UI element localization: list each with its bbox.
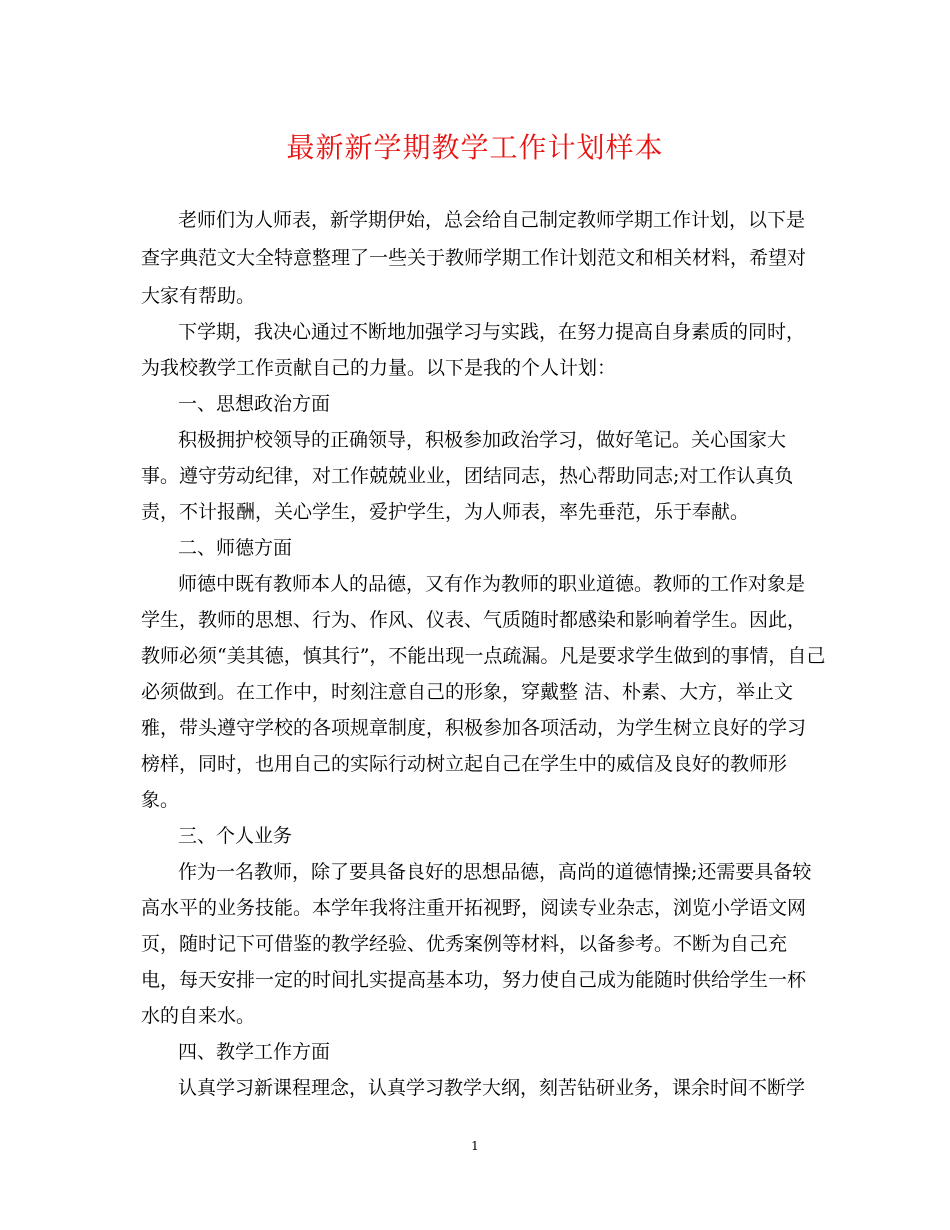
paragraph-line: 作为一名教师，除了要具备良好的思想品德，高尚的道德情操;还需要具备较	[178, 861, 812, 883]
paragraph-line: 大家有帮助。	[141, 285, 256, 307]
paragraph-line: 高水平的业务技能。本学年我将注重开拓视野，阅读专业杂志，浏览小学语文网	[141, 897, 807, 919]
paragraph-line: 教师必须“美其德，慎其行”，不能出现一点疏漏。凡是要求学生做到的事情，自己	[141, 645, 826, 667]
paragraph-line: 雅，带头遵守学校的各项规章制度，积极参加各项活动，为学生树立良好的学习	[141, 717, 807, 739]
paragraph-line: 水的自来水。	[141, 1005, 256, 1027]
paragraph-line: 认真学习新课程理念，认真学习教学大纲，刻苦钻研业务，课余时间不断学	[178, 1077, 806, 1099]
paragraph-line: 页，随时记下可借鉴的教学经验、优秀案例等材料，以备参考。不断为自己充	[141, 933, 788, 955]
paragraph-line: 老师们为人师表，新学期伊始，总会给自己制定教师学期工作计划，以下是	[178, 209, 806, 231]
paragraph-line: 下学期，我决心通过不断地加强学习与实践，在努力提高自身素质的同时，	[178, 321, 806, 343]
paragraph-line: 学生，教师的思想、行为、作风、仪表、气质随时都感染和影响着学生。因此，	[141, 609, 807, 631]
paragraph-line: 榜样，同时，也用自己的实际行动树立起自己在学生中的威信及良好的教师形	[141, 753, 788, 775]
section-heading: 三、个人业务	[178, 825, 293, 847]
paragraph-line: 积极拥护校领导的正确领导，积极参加政治学习，做好笔记。关心国家大	[178, 429, 787, 451]
paragraph-line: 为我校教学工作贡献自己的力量。以下是我的个人计划：	[141, 357, 617, 379]
page-number: 1	[471, 1139, 479, 1153]
document-title: 最新新学期教学工作计划样本	[286, 131, 664, 164]
paragraph-line: 电，每天安排一定的时间扎实提高基本功，努力使自己成为能随时供给学生一杯	[141, 969, 807, 991]
paragraph-line: 象。	[141, 789, 180, 811]
paragraph-line: 必须做到。在工作中，时刻注意自己的形象，穿戴整 洁、朴素、大方，举止文	[141, 681, 794, 703]
paragraph-line: 事。遵守劳动纪律，对工作兢兢业业，团结同志，热心帮助同志;对工作认真负	[141, 465, 794, 487]
section-heading: 二、师德方面	[178, 537, 293, 559]
paragraph-line: 责，不计报酬，关心学生，爱护学生，为人师表，率先垂范，乐于奉献。	[141, 501, 750, 523]
paragraph-line: 师德中既有教师本人的品德，又有作为教师的职业道德。教师的工作对象是	[178, 573, 806, 595]
section-heading: 一、思想政治方面	[178, 393, 331, 415]
paragraph-line: 查字典范文大全特意整理了一些关于教师学期工作计划范文和相关材料，希望对	[141, 247, 807, 269]
section-heading: 四、教学工作方面	[178, 1041, 331, 1063]
